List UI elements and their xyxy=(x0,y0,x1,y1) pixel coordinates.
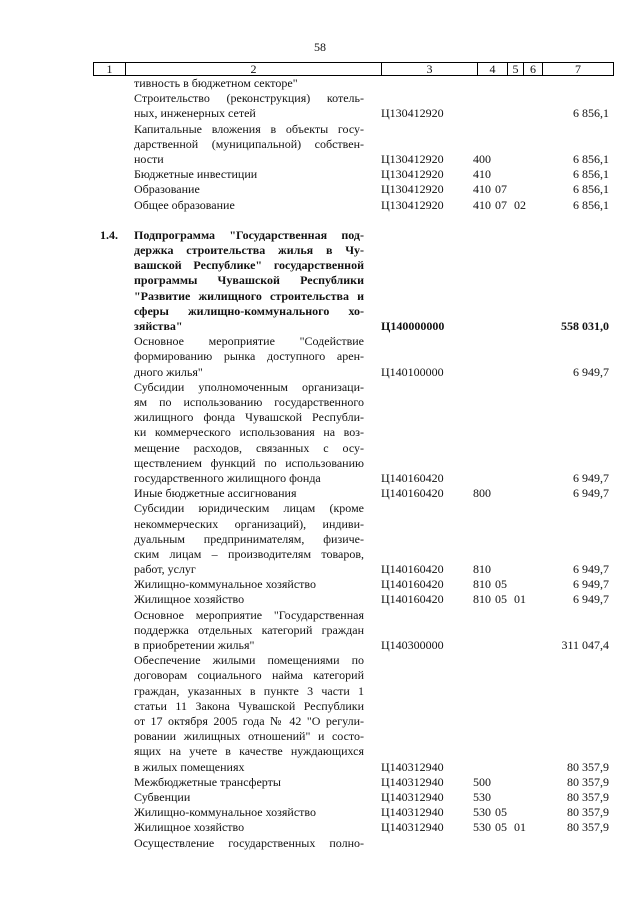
row-name-line: ки коммерческого использования на воз- xyxy=(134,425,364,440)
table-row xyxy=(0,775,640,790)
row-name-line: Подпрограмма "Государственная под- xyxy=(134,227,364,242)
row-name-line: ям по использованию государственного xyxy=(134,394,364,409)
table-row xyxy=(0,182,640,197)
table-row xyxy=(0,805,640,820)
row-name-line: поддержка отдельных категорий граждан xyxy=(134,622,364,637)
row-subsection: 01 xyxy=(514,592,526,607)
row-name-line: статьи 11 Закона Чувашской Республики xyxy=(134,698,364,713)
table-row xyxy=(0,836,640,851)
table-row xyxy=(0,380,640,486)
row-code: Ц130412920 xyxy=(381,182,444,197)
row-name-line: граждан, указанных в пункте 3 части 1 xyxy=(134,683,364,698)
table-row xyxy=(0,76,640,91)
row-name-line: Иные бюджетные ассигнования xyxy=(134,486,297,501)
row-name-line: жилищного фонда Чувашской Республи- xyxy=(134,410,364,425)
table-row xyxy=(0,122,640,168)
table-row xyxy=(0,790,640,805)
row-name-line: Осуществление государственных полно- xyxy=(134,835,364,850)
row-expense-type: 810 xyxy=(473,592,491,607)
row-code: Ц140312940 xyxy=(381,805,444,820)
row-expense-type: 410 xyxy=(473,167,491,182)
row-name xyxy=(134,182,364,197)
row-name-line: Бюджетные инвестиции xyxy=(134,167,258,182)
row-amount: 6 856,1 xyxy=(573,182,609,197)
row-name-line: ящих на учете в качестве нуждающихся xyxy=(134,744,364,759)
row-amount: 80 357,9 xyxy=(567,805,609,820)
table-row xyxy=(0,577,640,592)
row-expense-type: 530 xyxy=(473,790,491,805)
table-spacer xyxy=(0,213,640,228)
row-expense-type: 800 xyxy=(473,486,491,501)
row-name-line: в жилых помещениях xyxy=(134,759,245,774)
row-name xyxy=(134,501,364,577)
row-name-line: Жилищное хозяйство xyxy=(134,592,245,607)
row-amount: 6 856,1 xyxy=(573,151,609,166)
row-code: Ц140100000 xyxy=(381,364,444,379)
header-col-5: 5 xyxy=(508,63,524,75)
row-name xyxy=(134,228,364,334)
row-code: Ц140312940 xyxy=(381,759,444,774)
row-expense-type: 500 xyxy=(473,774,491,789)
row-expense-type: 530 xyxy=(473,805,491,820)
row-name-line: программы Чувашской Республики xyxy=(134,273,364,288)
row-name-line: Межбюджетные трансферты xyxy=(134,774,281,789)
row-expense-type: 530 xyxy=(473,820,491,835)
row-code: Ц130412920 xyxy=(381,197,444,212)
header-col-7: 7 xyxy=(575,62,581,76)
row-code: Ц140160420 xyxy=(381,562,444,577)
row-name xyxy=(134,790,364,805)
row-amount: 6 949,7 xyxy=(573,577,609,592)
row-number: 1.4. xyxy=(100,227,118,242)
row-amount: 6 949,7 xyxy=(573,364,609,379)
row-section: 07 xyxy=(495,182,507,197)
row-expense-type: 410 xyxy=(473,197,491,212)
row-name-line: тивность в бюджетном секторе" xyxy=(134,76,298,90)
row-name xyxy=(134,805,364,820)
row-name-line: Субсидии уполномоченным организаци- xyxy=(134,379,364,394)
row-code: Ц140160420 xyxy=(381,592,444,607)
row-name-line: Образование xyxy=(134,182,200,197)
row-amount: 6 949,7 xyxy=(573,486,609,501)
table-row xyxy=(0,608,640,654)
row-name-line: Жилищно-коммунальное хозяйство xyxy=(134,805,317,820)
row-name-line: дарственной (муниципальной) собствен- xyxy=(134,136,364,151)
table-row xyxy=(0,334,640,380)
row-name-line: держка строительства жилья в Чу- xyxy=(134,242,364,257)
row-expense-type: 410 xyxy=(473,182,491,197)
header-col-1: 1 xyxy=(94,63,126,75)
row-name-line: формированию рынка доступного арен- xyxy=(134,349,364,364)
row-name-line: Строительство (реконструкция) котель- xyxy=(134,91,364,106)
row-name xyxy=(134,592,364,607)
row-amount: 558 031,0 xyxy=(561,318,609,333)
row-name xyxy=(134,608,364,654)
table-row xyxy=(0,167,640,182)
row-name xyxy=(134,122,364,168)
row-name-line: ским лицам – производителям товаров, xyxy=(134,546,364,561)
row-expense-type: 400 xyxy=(473,151,491,166)
row-name xyxy=(134,76,364,91)
row-name-line: работ, услуг xyxy=(134,562,196,577)
row-name xyxy=(134,836,364,851)
row-name-line: ных, инженерных сетей xyxy=(134,106,256,121)
row-expense-type: 810 xyxy=(473,562,491,577)
row-name-line: Капитальные вложения в объекты госу- xyxy=(134,121,364,136)
row-code: Ц140312940 xyxy=(381,820,444,835)
row-name-line: некоммерческих организаций), индиви- xyxy=(134,516,364,531)
row-amount: 6 856,1 xyxy=(573,106,609,121)
row-name-line: договорам социального найма категорий xyxy=(134,668,364,683)
row-amount: 80 357,9 xyxy=(567,790,609,805)
row-name xyxy=(134,198,364,213)
row-name xyxy=(134,380,364,486)
row-amount: 6 949,7 xyxy=(573,592,609,607)
table-row xyxy=(0,486,640,501)
row-name-line: Обеспечение жилыми помещениями по xyxy=(134,653,364,668)
row-name xyxy=(134,775,364,790)
table-row xyxy=(0,820,640,835)
row-name xyxy=(134,820,364,835)
row-name xyxy=(134,653,364,775)
table-row xyxy=(0,228,640,334)
row-name xyxy=(134,91,364,121)
row-code: Ц130412920 xyxy=(381,167,444,182)
row-name-line: Субвенции xyxy=(134,790,191,805)
row-code: Ц140160420 xyxy=(381,470,444,485)
row-code: Ц130412920 xyxy=(381,151,444,166)
row-code: Ц140312940 xyxy=(381,774,444,789)
row-code: Ц130412920 xyxy=(381,106,444,121)
row-code: Ц140160420 xyxy=(381,577,444,592)
row-name xyxy=(134,334,364,380)
row-code: Ц140160420 xyxy=(381,486,444,501)
row-name-line: ществлением функций по использованию xyxy=(134,455,364,470)
row-name-line: вашской Республике" государственной xyxy=(134,258,364,273)
row-name xyxy=(134,577,364,592)
header-col-2: 2 xyxy=(126,63,382,75)
row-amount: 80 357,9 xyxy=(567,774,609,789)
table-row xyxy=(0,501,640,577)
row-name-line: Основное мероприятие "Содействие xyxy=(134,334,364,349)
table-row xyxy=(0,91,640,121)
row-name-line: Жилищно-коммунальное хозяйство xyxy=(134,577,317,592)
header-col-4: 4 xyxy=(478,63,508,75)
header-col-6: 6 xyxy=(524,63,543,75)
row-amount: 6 949,7 xyxy=(573,470,609,485)
row-name xyxy=(134,486,364,501)
row-name-line: в приобретении жилья" xyxy=(134,638,255,653)
row-code: Ц140312940 xyxy=(381,790,444,805)
table-row xyxy=(0,198,640,213)
row-section: 05 xyxy=(495,805,507,820)
row-amount: 6 949,7 xyxy=(573,562,609,577)
table-header xyxy=(93,62,614,76)
row-amount: 80 357,9 xyxy=(567,820,609,835)
row-amount: 6 856,1 xyxy=(573,197,609,212)
row-name-line: Субсидии юридическим лицам (кроме xyxy=(134,501,364,516)
row-name-line: ности xyxy=(134,151,164,166)
table-body xyxy=(0,76,640,851)
row-section: 05 xyxy=(495,577,507,592)
row-name-line: сферы жилищно-коммунального хо- xyxy=(134,303,364,318)
header-col-3: 3 xyxy=(382,63,478,75)
row-section: 05 xyxy=(495,592,507,607)
row-section: 07 xyxy=(495,197,507,212)
row-name-line: мещение расходов, связанных с осу- xyxy=(134,440,364,455)
table-row xyxy=(0,592,640,607)
row-name-line: государственного жилищного фонда xyxy=(134,470,321,485)
row-name-line: Основное мероприятие "Государственная xyxy=(134,607,364,622)
row-name-line: Общее образование xyxy=(134,197,235,212)
row-section: 05 xyxy=(495,820,507,835)
row-expense-type: 810 xyxy=(473,577,491,592)
row-name xyxy=(134,167,364,182)
row-name-line: зяйства" xyxy=(134,318,183,333)
table-row xyxy=(0,653,640,775)
row-name-line: "Развитие жилищного строительства и xyxy=(134,288,364,303)
row-amount: 80 357,9 xyxy=(567,759,609,774)
row-code: Ц140300000 xyxy=(381,638,444,653)
page-number: 58 xyxy=(314,40,326,54)
row-name-line: дуальным предпринимателям, физиче- xyxy=(134,531,364,546)
row-amount: 311 047,4 xyxy=(561,638,609,653)
row-subsection: 02 xyxy=(514,197,526,212)
row-name-line: Жилищное хозяйство xyxy=(134,820,245,835)
row-code: Ц140000000 xyxy=(381,318,445,333)
row-name-line: ровании жилищных отношений" и состо- xyxy=(134,729,364,744)
row-subsection: 01 xyxy=(514,820,526,835)
row-name-line: дного жилья" xyxy=(134,364,203,379)
row-amount: 6 856,1 xyxy=(573,167,609,182)
row-name-line: от 17 октября 2005 года № 42 "О регули- xyxy=(134,714,364,729)
